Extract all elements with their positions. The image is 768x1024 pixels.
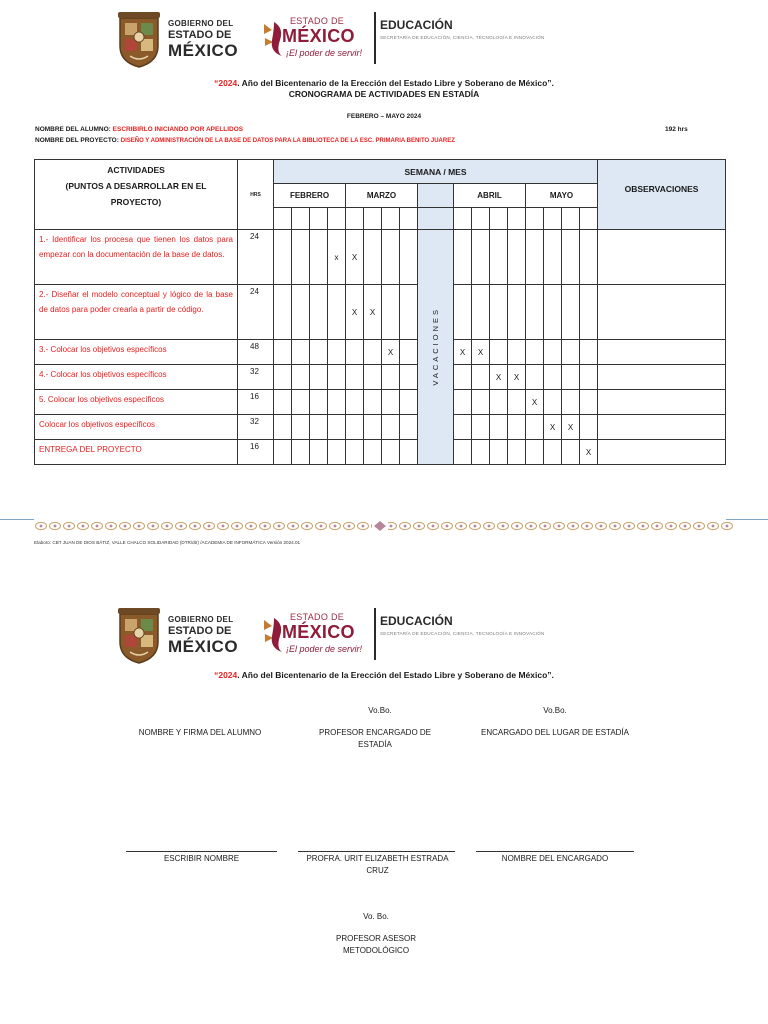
- schedule-mark-cell: [400, 440, 418, 465]
- edomex-logo: ESTADO DE MÉXICO ¡El poder de servir!: [262, 610, 370, 662]
- profesor-name: PROFRA. URIT ELIZABETH ESTRADA CRUZ: [306, 854, 449, 875]
- schedule-mark-cell: [526, 285, 544, 340]
- schedule-mark-cell: [274, 365, 292, 390]
- schedule-mark-cell: [562, 390, 580, 415]
- observation-cell: [598, 340, 726, 365]
- observations-header: OBSERVACIONES: [598, 160, 726, 230]
- educacion-subtitle: SECRETARÍA DE EDUCACIÓN, CIENCIA, TECNOLOGÍA E INNOVACIÓN: [380, 631, 545, 636]
- profesor-signature-label: PROFESOR ENCARGADO DE ESTADÍA: [318, 728, 431, 749]
- schedule-mark-cell: [346, 365, 364, 390]
- schedule-mark-cell: [310, 340, 328, 365]
- schedule-mark-cell: [382, 365, 400, 390]
- schedule-mark-cell: [292, 440, 310, 465]
- schedule-mark-cell: [490, 415, 508, 440]
- schedule-mark-cell: [472, 285, 490, 340]
- schedule-mark-cell: [364, 365, 382, 390]
- schedule-mark-cell: [364, 230, 382, 285]
- vacation-column: [418, 230, 454, 465]
- schedule-mark-cell: [346, 390, 364, 415]
- week-cell: [526, 208, 544, 230]
- schedule-mark-cell: [562, 440, 580, 465]
- edomex-logo: ESTADO DE MÉXICO ¡El poder de servir!: [262, 14, 370, 66]
- schedule-mark-cell: [382, 390, 400, 415]
- schedule-mark-cell: X: [346, 230, 364, 285]
- schedule-mark-cell: [310, 365, 328, 390]
- schedule-mark-cell: [292, 285, 310, 340]
- schedule-mark-cell: [400, 230, 418, 285]
- schedule-mark-cell: [544, 340, 562, 365]
- schedule-mark-cell: X: [580, 440, 598, 465]
- table-row: [35, 285, 726, 340]
- schedule-mark-cell: [382, 285, 400, 340]
- hours-cell: 32: [238, 365, 274, 390]
- week-cell: [400, 208, 418, 230]
- vacation-header-cell: [418, 184, 454, 208]
- schedule-mark-cell: X: [544, 415, 562, 440]
- week-cell: [382, 208, 400, 230]
- total-hours: 192 hrs: [665, 126, 688, 133]
- observation-cell: [598, 390, 726, 415]
- schedule-mark-cell: [328, 390, 346, 415]
- schedule-mark-cell: [544, 230, 562, 285]
- schedule-mark-cell: [382, 230, 400, 285]
- activity-cell: ENTREGA DEL PROYECTO: [35, 440, 238, 465]
- schedule-mark-cell: [382, 415, 400, 440]
- activity-cell: 4.- Colocar los objetivos específicos: [35, 365, 238, 390]
- schedule-mark-cell: [544, 440, 562, 465]
- week-cell: [274, 208, 292, 230]
- vobo-profesor: Vo.Bo.: [368, 706, 392, 715]
- week-cell: [292, 208, 310, 230]
- vacation-label: VACACIONES: [431, 306, 440, 386]
- schedule-mark-cell: [562, 285, 580, 340]
- schedule-mark-cell: [346, 440, 364, 465]
- schedule-mark-cell: [292, 230, 310, 285]
- schedule-mark-cell: [454, 285, 472, 340]
- schedule-table: [34, 159, 726, 465]
- week-cell: [454, 208, 472, 230]
- month-abril: ABRIL: [454, 184, 526, 208]
- hours-cell: 16: [238, 440, 274, 465]
- schedule-mark-cell: [490, 390, 508, 415]
- week-cell: [346, 208, 364, 230]
- header-logos-page2: [116, 608, 586, 670]
- schedule-mark-cell: [544, 390, 562, 415]
- schedule-mark-cell: [544, 285, 562, 340]
- schedule-mark-cell: [508, 415, 526, 440]
- schedule-mark-cell: [310, 415, 328, 440]
- schedule-mark-cell: [274, 415, 292, 440]
- week-cell: [580, 208, 598, 230]
- activity-cell: Colocar los objetivos específicos: [35, 415, 238, 440]
- schedule-mark-cell: [364, 440, 382, 465]
- separator-line-right: [726, 519, 768, 520]
- header-logos: [116, 12, 586, 74]
- observation-cell: [598, 285, 726, 340]
- hours-cell: 24: [238, 230, 274, 285]
- alumno-signature-line: [126, 851, 277, 852]
- student-name-line: NOMBRE DEL ALUMNO: ESCRIBIRLO INICIANDO POR APELLIDOS: [35, 126, 244, 133]
- hours-cell: 16: [238, 390, 274, 415]
- schedule-mark-cell: [454, 230, 472, 285]
- schedule-mark-cell: [472, 390, 490, 415]
- schedule-mark-cell: [508, 440, 526, 465]
- schedule-mark-cell: [508, 230, 526, 285]
- logo-divider: [374, 608, 376, 660]
- schedule-mark-cell: [292, 390, 310, 415]
- month-mayo: MAYO: [526, 184, 598, 208]
- schedule-mark-cell: [310, 390, 328, 415]
- schedule-mark-cell: X: [490, 365, 508, 390]
- schedule-mark-cell: [562, 340, 580, 365]
- hours-cell: 24: [238, 285, 274, 340]
- schedule-mark-cell: [490, 440, 508, 465]
- schedule-mark-cell: [472, 415, 490, 440]
- week-cell: [562, 208, 580, 230]
- schedule-mark-cell: [310, 230, 328, 285]
- schedule-mark-cell: X: [364, 285, 382, 340]
- schedule-mark-cell: [292, 340, 310, 365]
- schedule-mark-cell: [580, 365, 598, 390]
- schedule-mark-cell: X: [472, 340, 490, 365]
- schedule-mark-cell: [364, 415, 382, 440]
- schedule-mark-cell: [526, 340, 544, 365]
- month-febrero: FEBRERO: [274, 184, 346, 208]
- period-text: FEBRERO – MAYO 2024: [346, 113, 422, 120]
- schedule-mark-cell: [346, 340, 364, 365]
- observation-cell: [598, 440, 726, 465]
- schedule-mark-cell: [400, 390, 418, 415]
- schedule-mark-cell: X: [454, 340, 472, 365]
- schedule-mark-cell: [490, 285, 508, 340]
- schedule-mark-cell: [274, 230, 292, 285]
- schedule-mark-cell: [508, 340, 526, 365]
- schedule-mark-cell: [562, 365, 580, 390]
- vobo-asesor: Vo. Bo.: [363, 912, 389, 921]
- schedule-mark-cell: X: [526, 390, 544, 415]
- table-row: [35, 415, 726, 440]
- schedule-mark-cell: [292, 365, 310, 390]
- schedule-mark-cell: [400, 415, 418, 440]
- week-cell: [544, 208, 562, 230]
- educacion-subtitle: SECRETARÍA DE EDUCACIÓN, CIENCIA, TECNOLOGÍA E INNOVACIÓN: [380, 35, 545, 40]
- activity-cell: 1.- Identificar los procesa que tienen los datos para empezar con la documentación de la base de datos.: [35, 230, 238, 285]
- schedule-mark-cell: [562, 230, 580, 285]
- schedule-mark-cell: [274, 285, 292, 340]
- schedule-mark-cell: [454, 415, 472, 440]
- schedule-mark-cell: X: [346, 285, 364, 340]
- schedule-mark-cell: [580, 285, 598, 340]
- schedule-mark-cell: [472, 365, 490, 390]
- schedule-mark-cell: [346, 415, 364, 440]
- document-title: CRONOGRAMA DE ACTIVIDADES EN ESTADÍA: [288, 89, 480, 99]
- observation-cell: [598, 365, 726, 390]
- schedule-mark-cell: [454, 440, 472, 465]
- schedule-mark-cell: [328, 415, 346, 440]
- profesor-signature-line: [298, 851, 455, 852]
- state-seal-icon: [116, 12, 162, 68]
- schedule-mark-cell: [490, 230, 508, 285]
- schedule-mark-cell: x: [328, 230, 346, 285]
- logo-divider: [374, 12, 376, 64]
- year-motto-page2: “2024. Año del Bicentenario de la Erección del Estado Libre y Soberano de México”.: [214, 670, 554, 680]
- schedule-mark-cell: [454, 365, 472, 390]
- table-row: [35, 390, 726, 415]
- schedule-mark-cell: X: [508, 365, 526, 390]
- schedule-mark-cell: X: [562, 415, 580, 440]
- alumno-signature-label: NOMBRE Y FIRMA DEL ALUMNO: [138, 728, 262, 737]
- week-month-header: SEMANA / MES: [274, 160, 598, 184]
- table-row: [35, 230, 726, 285]
- table-row: [35, 440, 726, 465]
- week-cell: [310, 208, 328, 230]
- schedule-mark-cell: [274, 390, 292, 415]
- schedule-mark-cell: [508, 390, 526, 415]
- week-cell: [490, 208, 508, 230]
- educacion-title: EDUCACIÓN: [380, 614, 453, 628]
- schedule-mark-cell: [292, 415, 310, 440]
- schedule-mark-cell: X: [382, 340, 400, 365]
- encargado-name: NOMBRE DEL ENCARGADO: [501, 854, 609, 863]
- alumno-name: ESCRIBIR NOMBRE: [163, 854, 240, 863]
- schedule-mark-cell: [580, 390, 598, 415]
- schedule-mark-cell: [454, 390, 472, 415]
- encargado-signature-label: ENCARGADO DEL LUGAR DE ESTADÍA: [480, 728, 630, 737]
- schedule-mark-cell: [472, 440, 490, 465]
- encargado-signature-line: [476, 851, 634, 852]
- footer-credit: Elaboro: CBT JUAN DE DIOS BÁTIZ, VALLE CHALCO SOLIDARIDAD (DTR/dtr) /ACADEMIA DE INFORMÁTICA Versión 2024.01: [34, 540, 301, 545]
- schedule-mark-cell: [580, 230, 598, 285]
- activity-cell: 3.- Colocar los objetivos específicos: [35, 340, 238, 365]
- year-motto: “2024. Año del Bicentenario de la Erección del Estado Libre y Soberano de México”.: [214, 78, 554, 88]
- gobierno-logo-text: GOBIERNO DEL ESTADO DE MÉXICO: [168, 615, 239, 656]
- schedule-mark-cell: [310, 285, 328, 340]
- schedule-mark-cell: [274, 340, 292, 365]
- week-cell: [508, 208, 526, 230]
- schedule-mark-cell: [310, 440, 328, 465]
- gobierno-logo-text: GOBIERNO DEL ESTADO DE MÉXICO: [168, 19, 239, 60]
- schedule-mark-cell: [274, 440, 292, 465]
- asesor-label: PROFESOR ASESOR METODOLÓGICO: [335, 934, 417, 955]
- schedule-mark-cell: [526, 415, 544, 440]
- activity-cell: 5. Colocar los objetivos específicos: [35, 390, 238, 415]
- schedule-mark-cell: [328, 440, 346, 465]
- schedule-mark-cell: [490, 340, 508, 365]
- hours-cell: 48: [238, 340, 274, 365]
- week-cell: [472, 208, 490, 230]
- schedule-mark-cell: [580, 415, 598, 440]
- schedule-mark-cell: [526, 230, 544, 285]
- schedule-mark-cell: [400, 340, 418, 365]
- schedule-mark-cell: [400, 285, 418, 340]
- state-seal-icon: [116, 608, 162, 664]
- schedule-mark-cell: [328, 340, 346, 365]
- schedule-mark-cell: [544, 365, 562, 390]
- schedule-mark-cell: [526, 440, 544, 465]
- separator-line-left: [0, 519, 34, 520]
- hrs-header: HRS: [238, 160, 274, 230]
- hours-cell: 32: [238, 415, 274, 440]
- observation-cell: [598, 415, 726, 440]
- observation-cell: [598, 230, 726, 285]
- table-row: [35, 365, 726, 390]
- schedule-mark-cell: [364, 340, 382, 365]
- schedule-mark-cell: [526, 365, 544, 390]
- vacation-week-cell: [418, 208, 454, 230]
- schedule-mark-cell: [328, 285, 346, 340]
- educacion-title: EDUCACIÓN: [380, 18, 453, 32]
- schedule-mark-cell: [472, 230, 490, 285]
- week-cell: [328, 208, 346, 230]
- table-row: [35, 340, 726, 365]
- schedule-mark-cell: [580, 340, 598, 365]
- schedule-mark-cell: [508, 285, 526, 340]
- ornamental-border: [34, 521, 734, 531]
- activities-header-cell: ACTIVIDADES (PUNTOS A DESARROLLAR EN EL PROYECTO): [35, 160, 238, 230]
- schedule-mark-cell: [382, 440, 400, 465]
- week-cell: [364, 208, 382, 230]
- schedule-mark-cell: [328, 365, 346, 390]
- vobo-encargado: Vo.Bo.: [543, 706, 567, 715]
- schedule-mark-cell: [364, 390, 382, 415]
- schedule-mark-cell: [400, 365, 418, 390]
- month-marzo: MARZO: [346, 184, 418, 208]
- project-name-line: NOMBRE DEL PROYECTO: DISEÑO Y ADMINISTRACIÓN DE LA BASE DE DATOS PARA LA BIBLIOTECA DE LA ESC. PRIMARIA BENITO JUAREZ: [35, 137, 455, 144]
- activity-cell: 2.- Diseñar el modelo conceptual y lógico de la base de datos para poder crearla a partir de código.: [35, 285, 238, 340]
